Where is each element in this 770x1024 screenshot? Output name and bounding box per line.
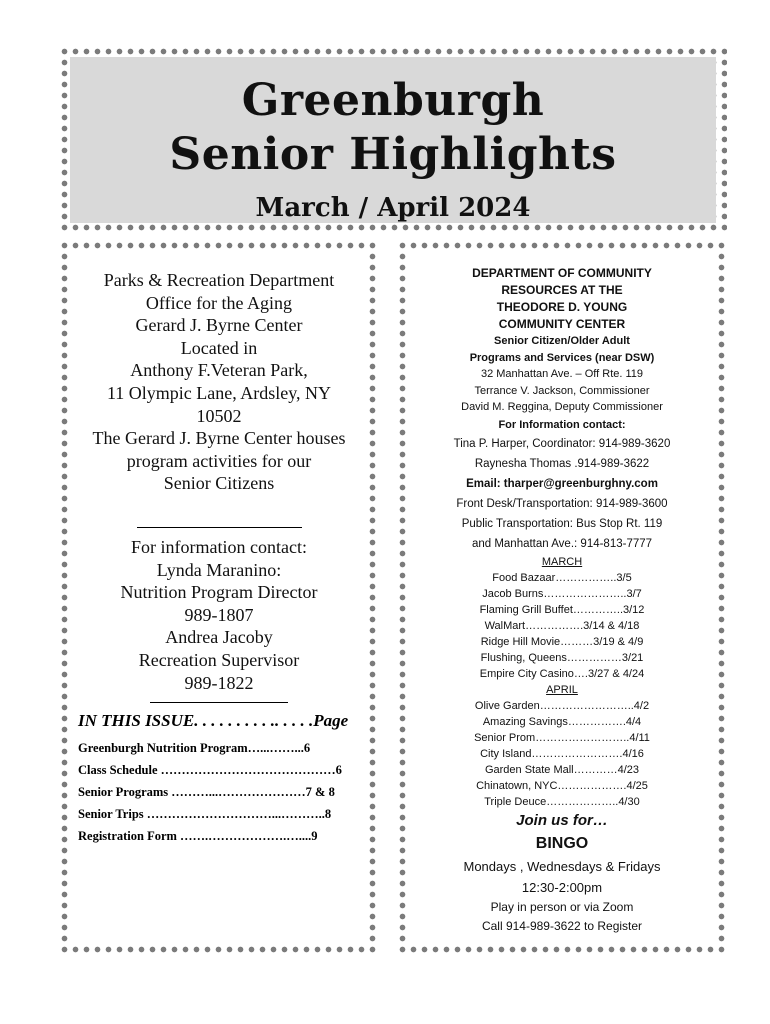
right-column-panel [408, 251, 716, 945]
office-info [70, 269, 368, 703]
trip-item: Food Bazaar……………..3/5 [492, 571, 632, 584]
contact-line: For information contact: [131, 536, 307, 557]
address-line: 11 Olympic Lane, Ardsley, NY [106, 382, 332, 403]
staff-line: Terrance V. Jackson, Commissioner [474, 384, 650, 397]
april-label: APRIL [546, 683, 578, 696]
front-desk-line: and Manhattan Ave.: 914-813-7777 [471, 537, 653, 550]
contact-line: 989-1822 [184, 672, 254, 693]
divider [150, 702, 288, 703]
contact-line: Andrea Jacoby [165, 627, 273, 648]
trip-item: Amazing Savings…………….4/4 [482, 715, 642, 728]
header-panel [70, 57, 716, 223]
program-line: Programs and Services (near DSW) [469, 351, 655, 364]
trip-item: Empire City Casino….3/27 & 4/24 [479, 667, 645, 680]
staff-line: 32 Manhattan Ave. – Off Rte. 119 [480, 368, 644, 380]
trip-item: Ridge Hill Movie………3/19 & 4/9 [480, 635, 644, 648]
address-line: Senior Citizens [163, 473, 275, 494]
program-line: Senior Citizen/Older Adult [494, 335, 630, 347]
contact-line: Recreation Supervisor [138, 649, 300, 670]
title-greenburgh: Greenburgh [241, 75, 545, 126]
front-desk-line: Public Transportation: Bus Stop Rt. 119 [461, 517, 663, 530]
right-column-box [397, 240, 727, 956]
email-line: Email: tharper@greenburghny.com [466, 477, 658, 490]
play-line: Call 914-989-3622 to Register [481, 918, 643, 933]
march-label: MARCH [541, 555, 583, 568]
dept-line: COMMUNITY CENTER [498, 317, 626, 331]
staff-line: David M. Reggina, Deputy Commissioner [461, 401, 663, 413]
front-desk-line: Front Desk/Transportation: 914-989-3600 [456, 497, 668, 510]
left-column-box [59, 240, 379, 956]
address-line: The Gerard J. Byrne Center houses [92, 428, 346, 449]
issue-date: March / April 2024 [255, 193, 531, 223]
title-senior-highlights: Senior Highlights [169, 129, 617, 180]
contact-line: 989-1807 [184, 604, 254, 625]
trip-item: WalMart…………….3/14 & 4/18 [484, 619, 640, 632]
community-center-info [408, 265, 716, 936]
dept-line: RESOURCES AT THE [501, 283, 623, 297]
bingo-line: 12:30-2:00pm [521, 879, 603, 895]
trip-item: Flaming Grill Buffet…………..3/12 [479, 603, 645, 616]
contact-line: Raynesha Thomas .914-989-3622 [474, 457, 650, 470]
trip-item: Jacob Burns…………………..3/7 [482, 587, 642, 600]
left-column-panel [70, 251, 368, 945]
trip-item: City Island…………………….4/16 [480, 747, 644, 760]
trip-item: Triple Deuce………………..4/30 [484, 795, 640, 808]
info-heading: For Information contact: [498, 418, 626, 431]
bingo-heading: BINGO [535, 834, 589, 852]
toc-item: Registration Form …….……………….…....9 [78, 829, 318, 843]
address-line: Located in [180, 337, 258, 358]
address-line: Anthony F.Veteran Park, [130, 360, 308, 381]
trip-item: Olive Garden……………………..4/2 [474, 699, 650, 712]
in-this-issue-heading: IN THIS ISSUE. . . . . . . . . .. . . . .Page [78, 711, 349, 730]
address-line: program activities for our [126, 450, 312, 471]
trip-item: Flushing, Queens……………3/21 [480, 651, 644, 664]
toc-item: Greenburgh Nutrition Program…...……...6 [78, 741, 311, 755]
bingo-line: Mondays , Wednesdays & Fridays [463, 858, 661, 874]
address-line: Gerard J. Byrne Center [135, 315, 303, 336]
toc-item: Senior Programs ………...…………………7 & 8 [78, 785, 335, 799]
toc-item: Senior Trips …………………………...………..8 [78, 807, 332, 821]
contact-line: Tina P. Harper, Coordinator: 914-989-3620 [453, 437, 671, 450]
address-line: Parks & Recreation Department [103, 270, 335, 290]
divider [137, 527, 302, 528]
header-banner [59, 46, 727, 234]
join-us-text: Join us for… [516, 811, 608, 829]
trip-item: Senior Prom……………………..4/11 [474, 731, 650, 744]
address-line: Office for the Aging [145, 292, 293, 313]
trip-item: Chinatown, NYC……………….4/25 [476, 779, 648, 792]
trip-item: Garden State Mall…………4/23 [484, 763, 640, 776]
address-line: 10502 [196, 405, 242, 426]
contact-line: Nutrition Program Director [120, 582, 318, 603]
contact-line: Lynda Maranino: [156, 559, 282, 580]
play-line: Play in person or via Zoom [490, 899, 634, 914]
dept-line: DEPARTMENT OF COMMUNITY [472, 266, 652, 280]
toc-item: Class Schedule ……………………………………6 [78, 763, 342, 777]
dept-line: THEODORE D. YOUNG [496, 300, 628, 314]
